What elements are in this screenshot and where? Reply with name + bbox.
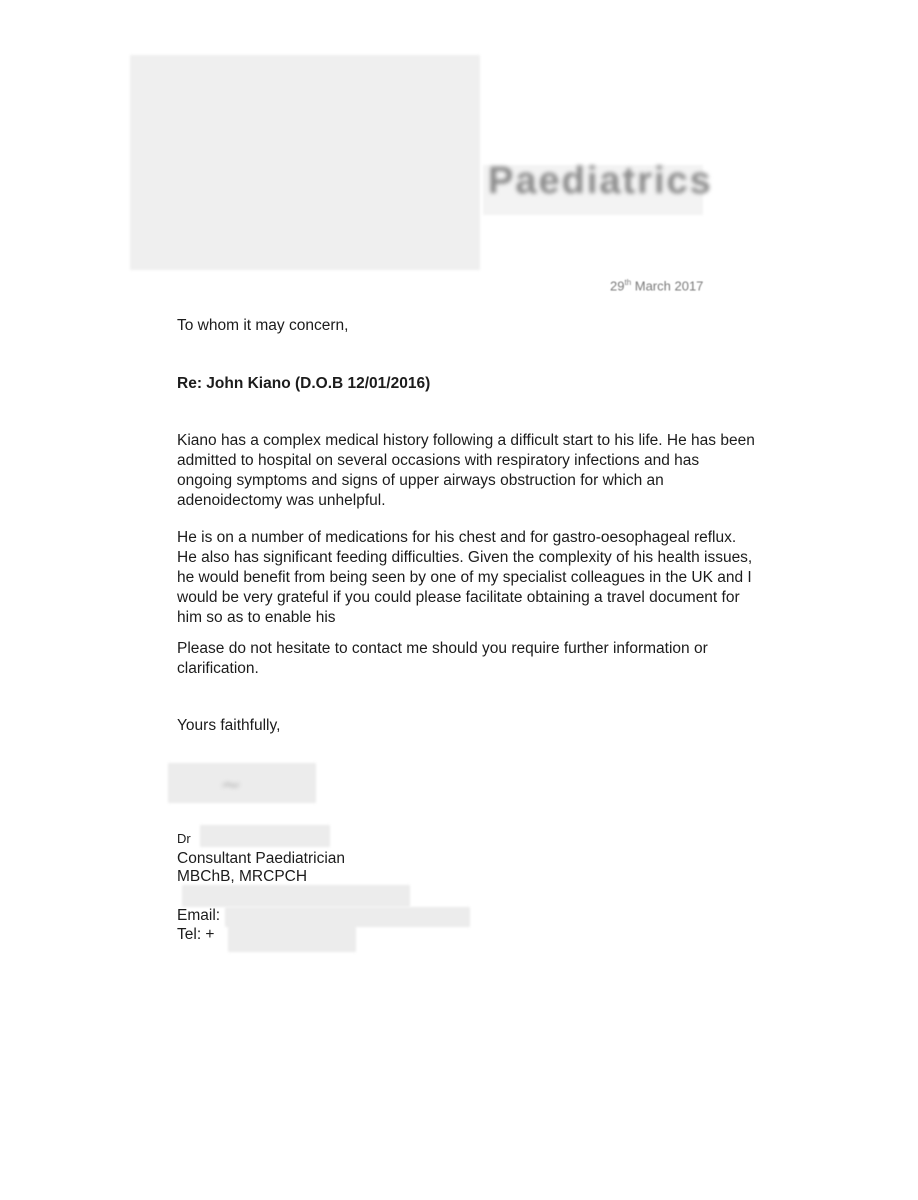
signer-prefix: Dr [177, 831, 191, 846]
signer-qualifications: MBChB, MRCPCH [177, 868, 308, 885]
salutation: To whom it may concern, [177, 317, 349, 334]
email-label: Email: [177, 907, 221, 924]
tel-label: Tel: + [177, 926, 215, 943]
signature-ghost: ~ [220, 770, 242, 800]
signer-title: Consultant Paediatrician [177, 850, 346, 867]
letter-date: 29th March 2017 [610, 278, 704, 294]
subject-line: Re: John Kiano (D.O.B 12/01/2016) [177, 375, 431, 392]
redacted-signature [168, 763, 316, 803]
signoff: Yours faithfully, [177, 717, 281, 734]
redacted-logo [130, 55, 480, 270]
header-title-ghost: Paediatrics [488, 160, 713, 202]
redacted-tel [228, 922, 356, 952]
redacted-signer-name [200, 825, 330, 847]
body-paragraph: He is on a number of medications for his chest and for gastro-oesophageal reflux. He also has significant feeding difficulties. Given the complexity of his health issues, he would benefit from being seen by one of my specialist colleagues in the UK and I would be very grateful if you could please facilitate obtaining a travel document for him so as to enable his [177, 529, 753, 626]
body-paragraph: Kiano has a complex medical history following a difficult start to his life. He has been admitted to hospital on several occasions with respiratory infections and has ongoing symptoms and signs of upper airways obstruction for which an adenoidectomy was unhelpful. [177, 432, 755, 509]
redacted-address [182, 885, 410, 907]
body-paragraph: Please do not hesitate to contact me should you require further information or clarification. [177, 640, 708, 677]
